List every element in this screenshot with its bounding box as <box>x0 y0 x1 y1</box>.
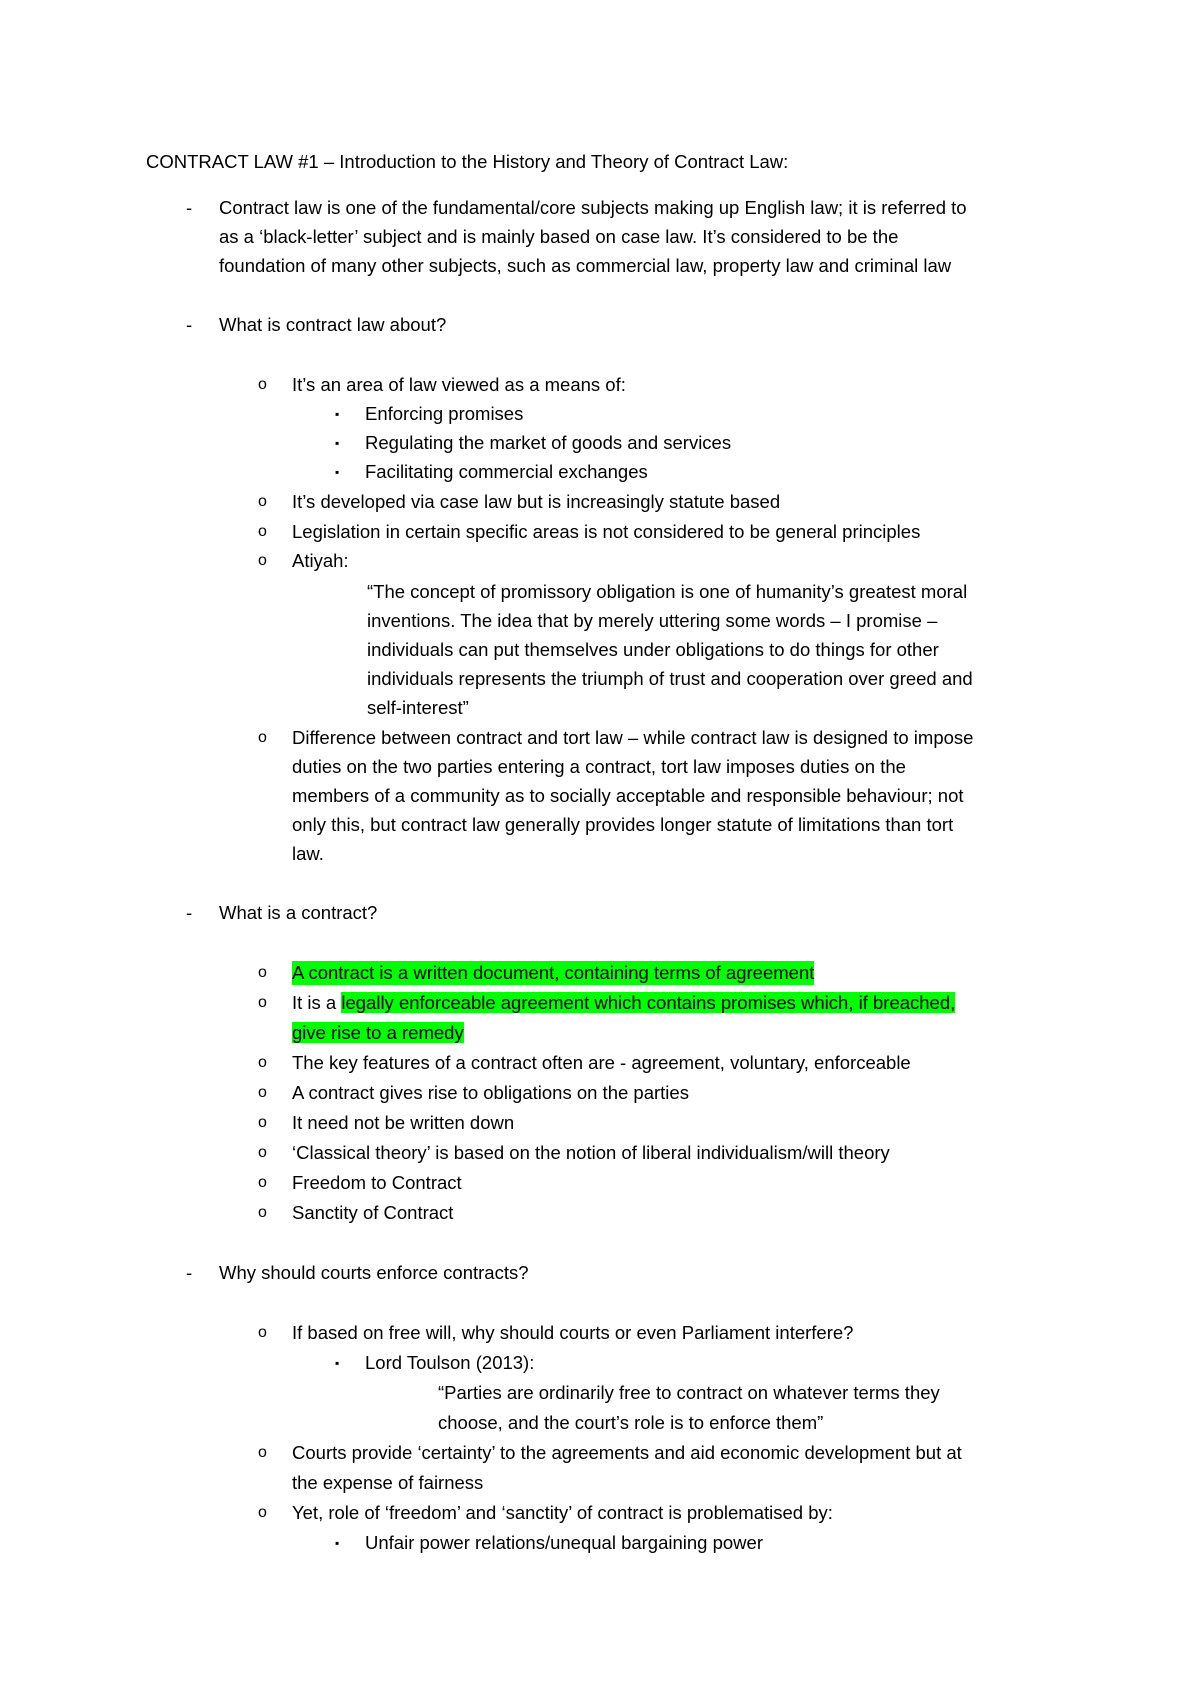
circle-bullet: o <box>258 1114 267 1131</box>
circle-bullet: o <box>258 1054 267 1071</box>
section-heading-contract-law-about: What is contract law about? <box>219 314 447 335</box>
contract-item: A contract gives rise to obligations on the parties <box>292 1082 689 1103</box>
dash-bullet: - <box>186 197 193 218</box>
atiyah-quote-line: individuals can put themselves under obligations to do things for other <box>367 639 939 660</box>
circle-bullet: o <box>258 1504 267 1521</box>
toulson-label: Lord Toulson (2013): <box>365 1352 535 1373</box>
circle-bullet: o <box>258 729 267 746</box>
highlighted-legal-text: legally enforceable agreement which contains promises which, if breached, <box>341 992 956 1013</box>
toulson-quote-line: choose, and the court’s role is to enforce them” <box>438 1412 824 1433</box>
dash-bullet: - <box>186 902 193 923</box>
difference-line: Difference between contract and tort law – while contract law is designed to impose <box>292 727 974 748</box>
intro-line-3: foundation of many other subjects, such as commercial law, property law and criminal law <box>219 255 952 276</box>
contract-item: Sanctity of Contract <box>292 1202 454 1223</box>
section-heading-why-enforce: Why should courts enforce contracts? <box>219 1262 529 1283</box>
atiyah-quote-line: inventions. The idea that by merely uttering some words – I promise – <box>367 610 938 631</box>
circle-bullet: o <box>258 1084 267 1101</box>
square-bullet: ▪ <box>335 407 340 421</box>
certainty-line: the expense of fairness <box>292 1472 484 1493</box>
difference-line: members of a community as to socially acceptable and responsible behaviour; not <box>292 785 964 806</box>
means-item: Facilitating commercial exchanges <box>365 461 648 482</box>
means-item: Enforcing promises <box>365 403 524 424</box>
intro-line-2: as a ‘black-letter’ subject and is mainly based on case law. It’s considered to be the <box>219 226 899 247</box>
atiyah-quote-line: self-interest” <box>367 697 469 718</box>
circle-bullet: o <box>258 964 267 981</box>
section-heading-what-is-contract: What is a contract? <box>219 902 378 923</box>
circle-bullet: o <box>258 1444 267 1461</box>
document-title: CONTRACT LAW #1 – Introduction to the History and Theory of Contract Law: <box>146 151 789 172</box>
circle-bullet: o <box>258 1174 267 1191</box>
free-will-item: If based on free will, why should courts or even Parliament interfere? <box>292 1322 854 1343</box>
legally-enforceable-line-2 <box>292 1021 464 1045</box>
circle-bullet: o <box>258 994 267 1011</box>
circle-bullet: o <box>258 1324 267 1341</box>
circle-bullet: o <box>258 1204 267 1221</box>
square-bullet: ▪ <box>335 465 340 479</box>
square-bullet: ▪ <box>335 1536 340 1550</box>
difference-line: duties on the two parties entering a contract, tort law imposes duties on the <box>292 756 906 777</box>
circle-bullet: o <box>258 493 267 510</box>
difference-line: only this, but contract law generally provides longer statute of limitations than tort <box>292 814 954 835</box>
certainty-line: Courts provide ‘certainty’ to the agreements and aid economic development but at <box>292 1442 962 1463</box>
contract-item: Freedom to Contract <box>292 1172 462 1193</box>
square-bullet: ▪ <box>335 1356 340 1370</box>
toulson-quote-line: “Parties are ordinarily free to contract on whatever terms they <box>438 1382 940 1403</box>
unfair-item: Unfair power relations/unequal bargaining power <box>365 1532 763 1553</box>
intro-line-1: Contract law is one of the fundamental/core subjects making up English law; it is referred to <box>219 197 967 218</box>
means-intro: It’s an area of law viewed as a means of: <box>292 374 626 395</box>
legal-prefix: It is a <box>292 992 342 1013</box>
circle-bullet: o <box>258 1144 267 1161</box>
means-item: Regulating the market of goods and services <box>365 432 732 453</box>
atiyah-quote-line: “The concept of promissory obligation is one of humanity’s greatest moral <box>367 581 968 602</box>
highlighted-remedy-text: give rise to a remedy <box>292 1022 464 1043</box>
contract-item: ‘Classical theory’ is based on the notion of liberal individualism/will theory <box>292 1142 890 1163</box>
contract-item: It need not be written down <box>292 1112 515 1133</box>
legislation-item: Legislation in certain specific areas is not considered to be general principles <box>292 521 921 542</box>
circle-bullet: o <box>258 552 267 569</box>
contract-item: The key features of a contract often are - agreement, voluntary, enforceable <box>292 1052 911 1073</box>
atiyah-quote-line: individuals represents the triumph of trust and cooperation over greed and <box>367 668 973 689</box>
square-bullet: ▪ <box>335 436 340 450</box>
legally-enforceable-line <box>292 991 955 1015</box>
dash-bullet: - <box>186 314 193 335</box>
difference-line: law. <box>292 843 324 864</box>
highlighted-written-document: A contract is a written document, containing terms of agreement <box>292 962 815 983</box>
statute-item: It’s developed via case law but is increasingly statute based <box>292 491 781 512</box>
circle-bullet: o <box>258 376 267 393</box>
yet-item: Yet, role of ‘freedom’ and ‘sanctity’ of contract is problematised by: <box>292 1502 833 1523</box>
circle-bullet: o <box>258 523 267 540</box>
atiyah-label: Atiyah: <box>292 550 349 571</box>
dash-bullet: - <box>186 1262 193 1283</box>
